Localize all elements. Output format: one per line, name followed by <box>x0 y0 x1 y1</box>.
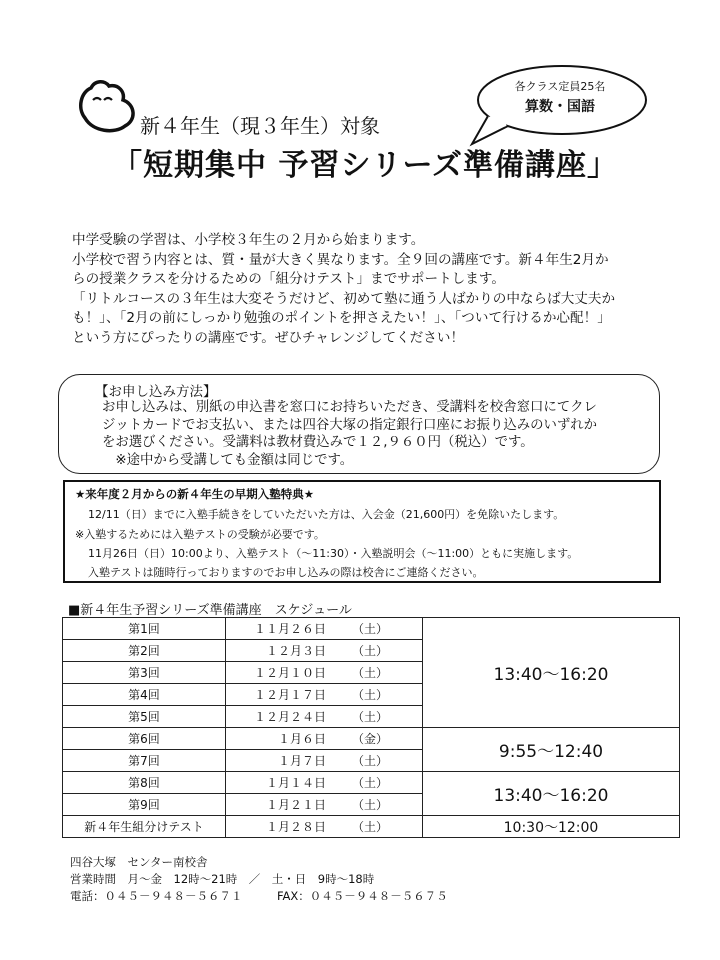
early-line: 11月26日（日）10:00より、入塾テスト（～11:30）・入塾説明会（～11:00）ともに実施します。 <box>88 547 579 560</box>
business-hours: 営業時間 月～金 12時～21時 ／ 土・日 9時～18時 <box>70 872 375 886</box>
apply-line: お申し込みは、別紙の申込書を窓口にお持ちいただき、受講料を校舎窓口にてクレ <box>102 400 597 415</box>
page-subtitle: 新４年生（現３年生）対象 <box>140 114 380 138</box>
session-weekday: （金） <box>336 728 423 750</box>
session-weekday: （土） <box>336 750 423 772</box>
schedule-table <box>62 617 680 838</box>
early-title: ★来年度２月からの新４年生の早期入塾特典★ <box>75 487 315 501</box>
page-title: 「短期集中 予習シリーズ準備講座」 <box>112 148 618 183</box>
session-label: 第7回 <box>63 750 226 772</box>
session-date: １２月３日 <box>226 640 337 662</box>
session-date: １月２１日 <box>226 794 337 816</box>
mascot-icon <box>75 78 139 136</box>
apply-line: をお選びください。受講料は教材費込みで１２,９６０円（税込）です。 <box>102 435 534 450</box>
session-date: １月２８日 <box>226 816 337 838</box>
session-weekday: （土） <box>336 640 423 662</box>
session-label: 新４年生組分けテスト <box>63 816 226 838</box>
early-line: 入塾テストは随時行っておりますのでお申し込みの際は校舎にご連絡ください。 <box>88 566 484 579</box>
contact-numbers: 電話：０４５－９４８－５６７１ FAX：０４５－９４８－５６７５ <box>70 889 448 903</box>
early-line: 12/11（日）までに入塾手続きをしていただいた方は、入会金（21,600円）を免除いたします。 <box>88 508 565 521</box>
table-row <box>63 728 680 750</box>
session-date: １２月１０日 <box>226 662 337 684</box>
session-time: 9:55～12:40 <box>423 728 680 772</box>
table-row <box>63 816 680 838</box>
intro-line: 小学校で習う内容とは、質・量が大きく異なります。全９回の講座です。新４年生2月か <box>72 251 609 268</box>
apply-text <box>102 399 642 469</box>
session-time: 13:40～16:20 <box>423 618 680 728</box>
table-row <box>63 618 680 640</box>
session-date: １２月２４日 <box>226 706 337 728</box>
session-time: 10:30～12:00 <box>423 816 680 838</box>
intro-paragraph <box>72 231 662 349</box>
intro-line: 中学受験の学習は、小学校３年生の２月から始まります。 <box>72 232 425 248</box>
intro-line: らの授業クラスを分けるための「組分けテスト」までサポートします。 <box>72 271 505 288</box>
session-weekday: （土） <box>336 772 423 794</box>
session-weekday: （土） <box>336 706 423 728</box>
session-date: １月６日 <box>226 728 337 750</box>
session-label: 第1回 <box>63 618 226 640</box>
session-label: 第2回 <box>63 640 226 662</box>
session-label: 第6回 <box>63 728 226 750</box>
bubble-subjects: 算数・国語 <box>525 99 595 115</box>
session-weekday: （土） <box>336 794 423 816</box>
early-line: ※入塾するためには入塾テストの受験が必要です。 <box>75 528 325 541</box>
session-label: 第8回 <box>63 772 226 794</box>
session-weekday: （土） <box>336 618 423 640</box>
session-weekday: （土） <box>336 662 423 684</box>
apply-line: ※途中から受講しても金額は同じです。 <box>102 452 354 468</box>
session-date: １月７日 <box>226 750 337 772</box>
intro-line: 「リトルコースの３年生は大変そうだけど、初めて塾に通う人ばかりの中ならば大丈夫か <box>72 290 616 307</box>
bubble-capacity: 各クラス定員25名 <box>514 80 606 93</box>
session-label: 第4回 <box>63 684 226 706</box>
apply-heading: 【お申し込み方法】 <box>95 384 217 400</box>
session-label: 第5回 <box>63 706 226 728</box>
session-label: 第3回 <box>63 662 226 684</box>
session-weekday: （土） <box>336 816 423 838</box>
footer-contact <box>70 854 448 905</box>
session-date: １１月２６日 <box>226 618 337 640</box>
session-date: １月１４日 <box>226 772 337 794</box>
session-time: 13:40～16:20 <box>423 772 680 816</box>
table-row <box>63 772 680 794</box>
intro-line: も！」、「2月の前にしっかり勉強のポイントを押さえたい！」、「ついて行けるか心配！」 <box>72 310 611 327</box>
session-label: 第9回 <box>63 794 226 816</box>
schedule-title: ■新４年生予習シリーズ準備講座 スケジュール <box>68 603 352 618</box>
school-name: 四谷大塚 センター南校舎 <box>70 855 208 869</box>
apply-line: ジットカードでお支払い、または四谷大塚の指定銀行口座にお振り込みのいずれか <box>102 417 598 433</box>
session-date: １２月１７日 <box>226 684 337 706</box>
session-weekday: （土） <box>336 684 423 706</box>
intro-line: という方にぴったりの講座です。ぜひチャレンジしてください！ <box>72 329 465 346</box>
